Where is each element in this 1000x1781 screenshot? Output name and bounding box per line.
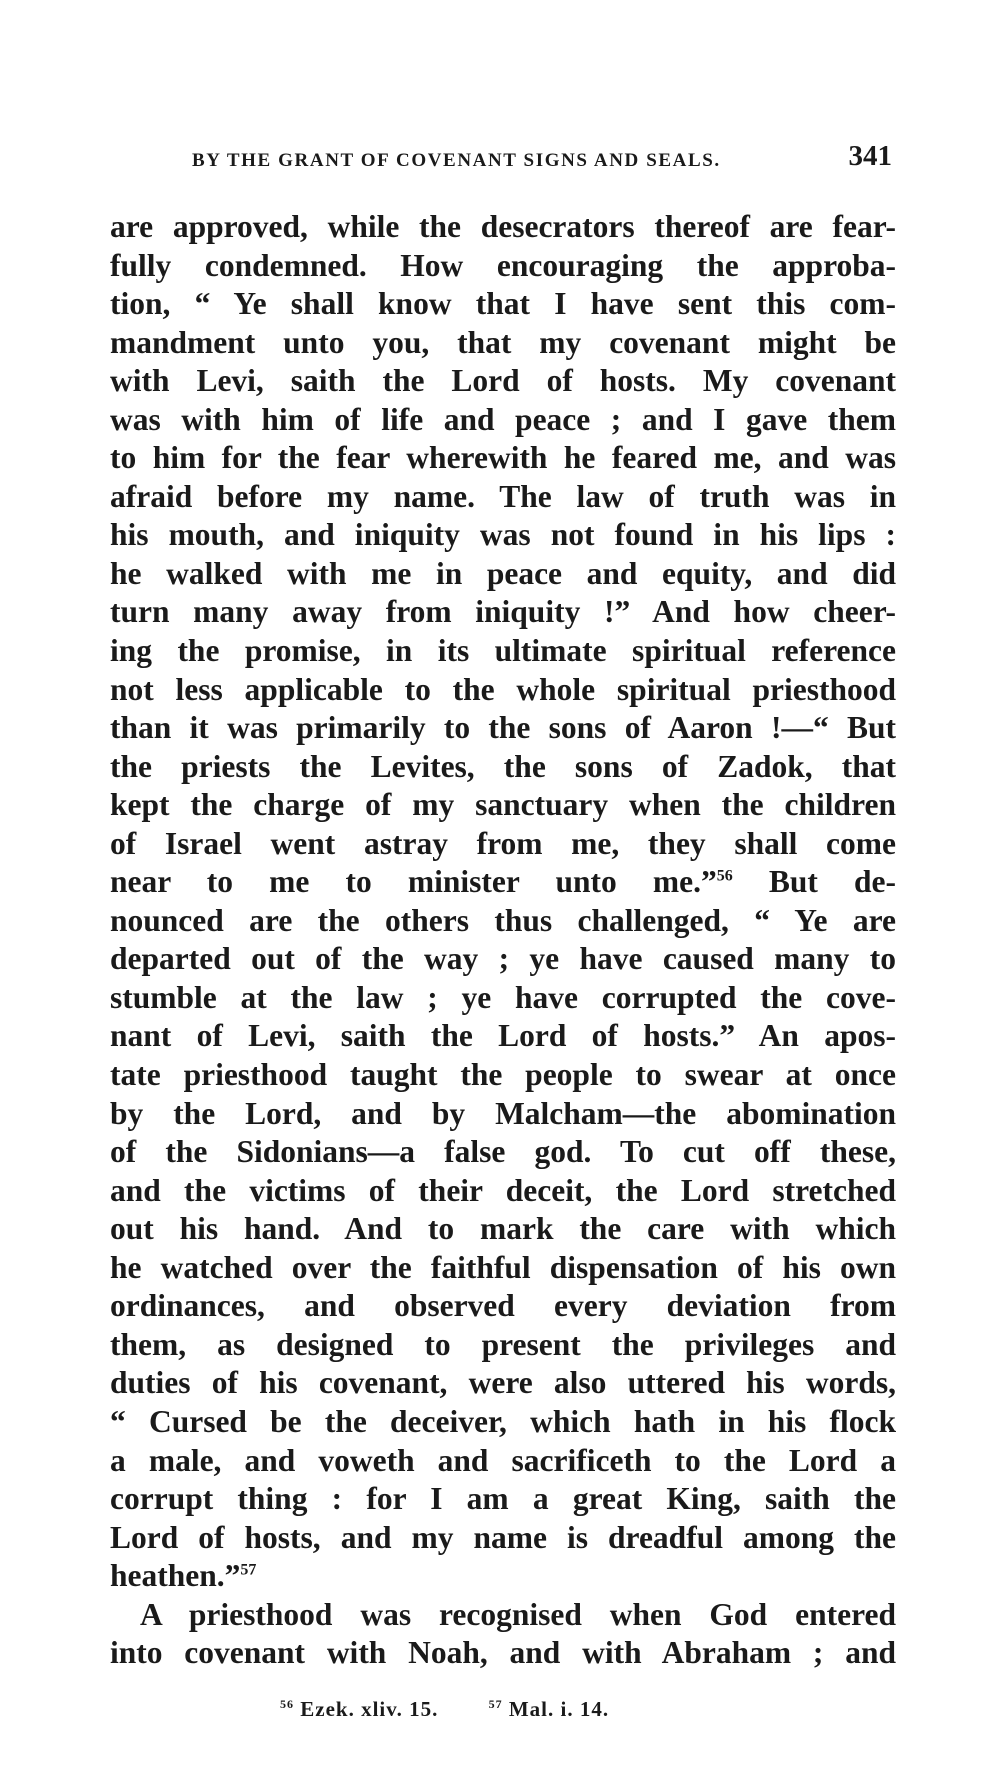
text-line: by the Lord, and by Malcham—the abomination (110, 1095, 896, 1131)
footnote-ref-56: 56 (716, 867, 733, 885)
text-line: his mouth, and iniquity was not found in his lips : (110, 517, 896, 553)
text-line: than it was primarily to the sons of Aaron !—“ But (110, 710, 896, 746)
text-line-with-footnote (110, 863, 896, 902)
text-line: he watched over the faithful dispensation of his own (110, 1249, 896, 1285)
text-line: a male, and voweth and sacrificeth to the Lord a (110, 1442, 896, 1478)
text-line: of the Sidonians—a false god. To cut off these, (110, 1134, 896, 1170)
footnote-marker: 57 (488, 1697, 503, 1711)
text-line: and the victims of their deceit, the Lord stretched (110, 1172, 896, 1208)
text-line: turn many away from iniquity !” And how cheer- (110, 594, 896, 630)
running-head (192, 140, 892, 172)
text-line: he walked with me in peace and equity, and did (110, 555, 896, 591)
text-line: not less applicable to the whole spiritual priesthood (110, 671, 896, 707)
text-line: kept the charge of my sanctuary when the children (110, 787, 896, 823)
text-line: stumble at the law ; ye have corrupted the cove- (110, 979, 896, 1015)
text-line: ordinances, and observed every deviation from (110, 1288, 896, 1324)
footnote-marker: 56 (280, 1697, 294, 1711)
text-line: to him for the fear wherewith he feared me, and was (110, 440, 896, 476)
text-line: Lord of hosts, and my name is dreadful among the (110, 1519, 896, 1555)
text-line: “ Cursed be the deceiver, which hath in his flock (110, 1403, 896, 1439)
footnote-text: Ezek. xliv. 15. (300, 1697, 439, 1721)
running-title: BY THE GRANT OF COVENANT SIGNS AND SEALS. (192, 150, 721, 171)
footnotes (280, 1697, 653, 1722)
text-line: of Israel went astray from me, they shall come (110, 825, 896, 861)
text-line: ing the promise, in its ultimate spiritual reference (110, 633, 896, 669)
text-line: nounced are the others thus challenged, “ Ye are (110, 902, 896, 938)
text-line: tate priesthood taught the people to swear at once (110, 1057, 896, 1093)
text-line: nant of Levi, saith the Lord of hosts.” An apos- (110, 1018, 896, 1054)
page-number: 341 (848, 140, 892, 172)
text-line-tail: But de- (768, 864, 897, 900)
footnote-57 (489, 1697, 610, 1721)
text-line: the priests the Levites, the sons of Zadok, that (110, 748, 896, 784)
text-line: tion, “ Ye shall know that I have sent this com- (110, 286, 896, 322)
footnote-text: Mal. i. 14. (508, 1697, 610, 1721)
text-line: corrupt thing : for I am a great King, saith the (110, 1481, 896, 1517)
text-line: into covenant with Noah, and with Abraham ; and (110, 1635, 896, 1671)
text-line: afraid before my name. The law of truth was in (110, 478, 896, 514)
text-line: are approved, while the desecrators thereof are fear- (110, 209, 896, 244)
text-line: with Levi, saith the Lord of hosts. My covenant (110, 363, 896, 399)
text-line: fully condemned. How encouraging the approba- (110, 247, 896, 283)
paragraph-start-line: A priesthood was recognised when God entered (140, 1596, 896, 1632)
body-text (110, 208, 896, 1673)
text-line: out his hand. And to mark the care with which (110, 1211, 896, 1247)
text-line: mandment unto you, that my covenant might be (110, 324, 896, 360)
text-line: duties of his covenant, were also uttered his words, (110, 1365, 896, 1401)
footnote-56 (280, 1697, 438, 1721)
text-line-with-footnote (110, 1557, 896, 1596)
text-line-head: heathen.” (110, 1558, 241, 1594)
text-line-head: near to me to minister unto me.” (110, 864, 717, 900)
text-line: departed out of the way ; ye have caused many to (110, 941, 896, 977)
text-line: them, as designed to present the privileges and (110, 1326, 896, 1362)
text-line: was with him of life and peace ; and I gave them (110, 401, 896, 437)
footnote-ref-57: 57 (240, 1561, 257, 1579)
